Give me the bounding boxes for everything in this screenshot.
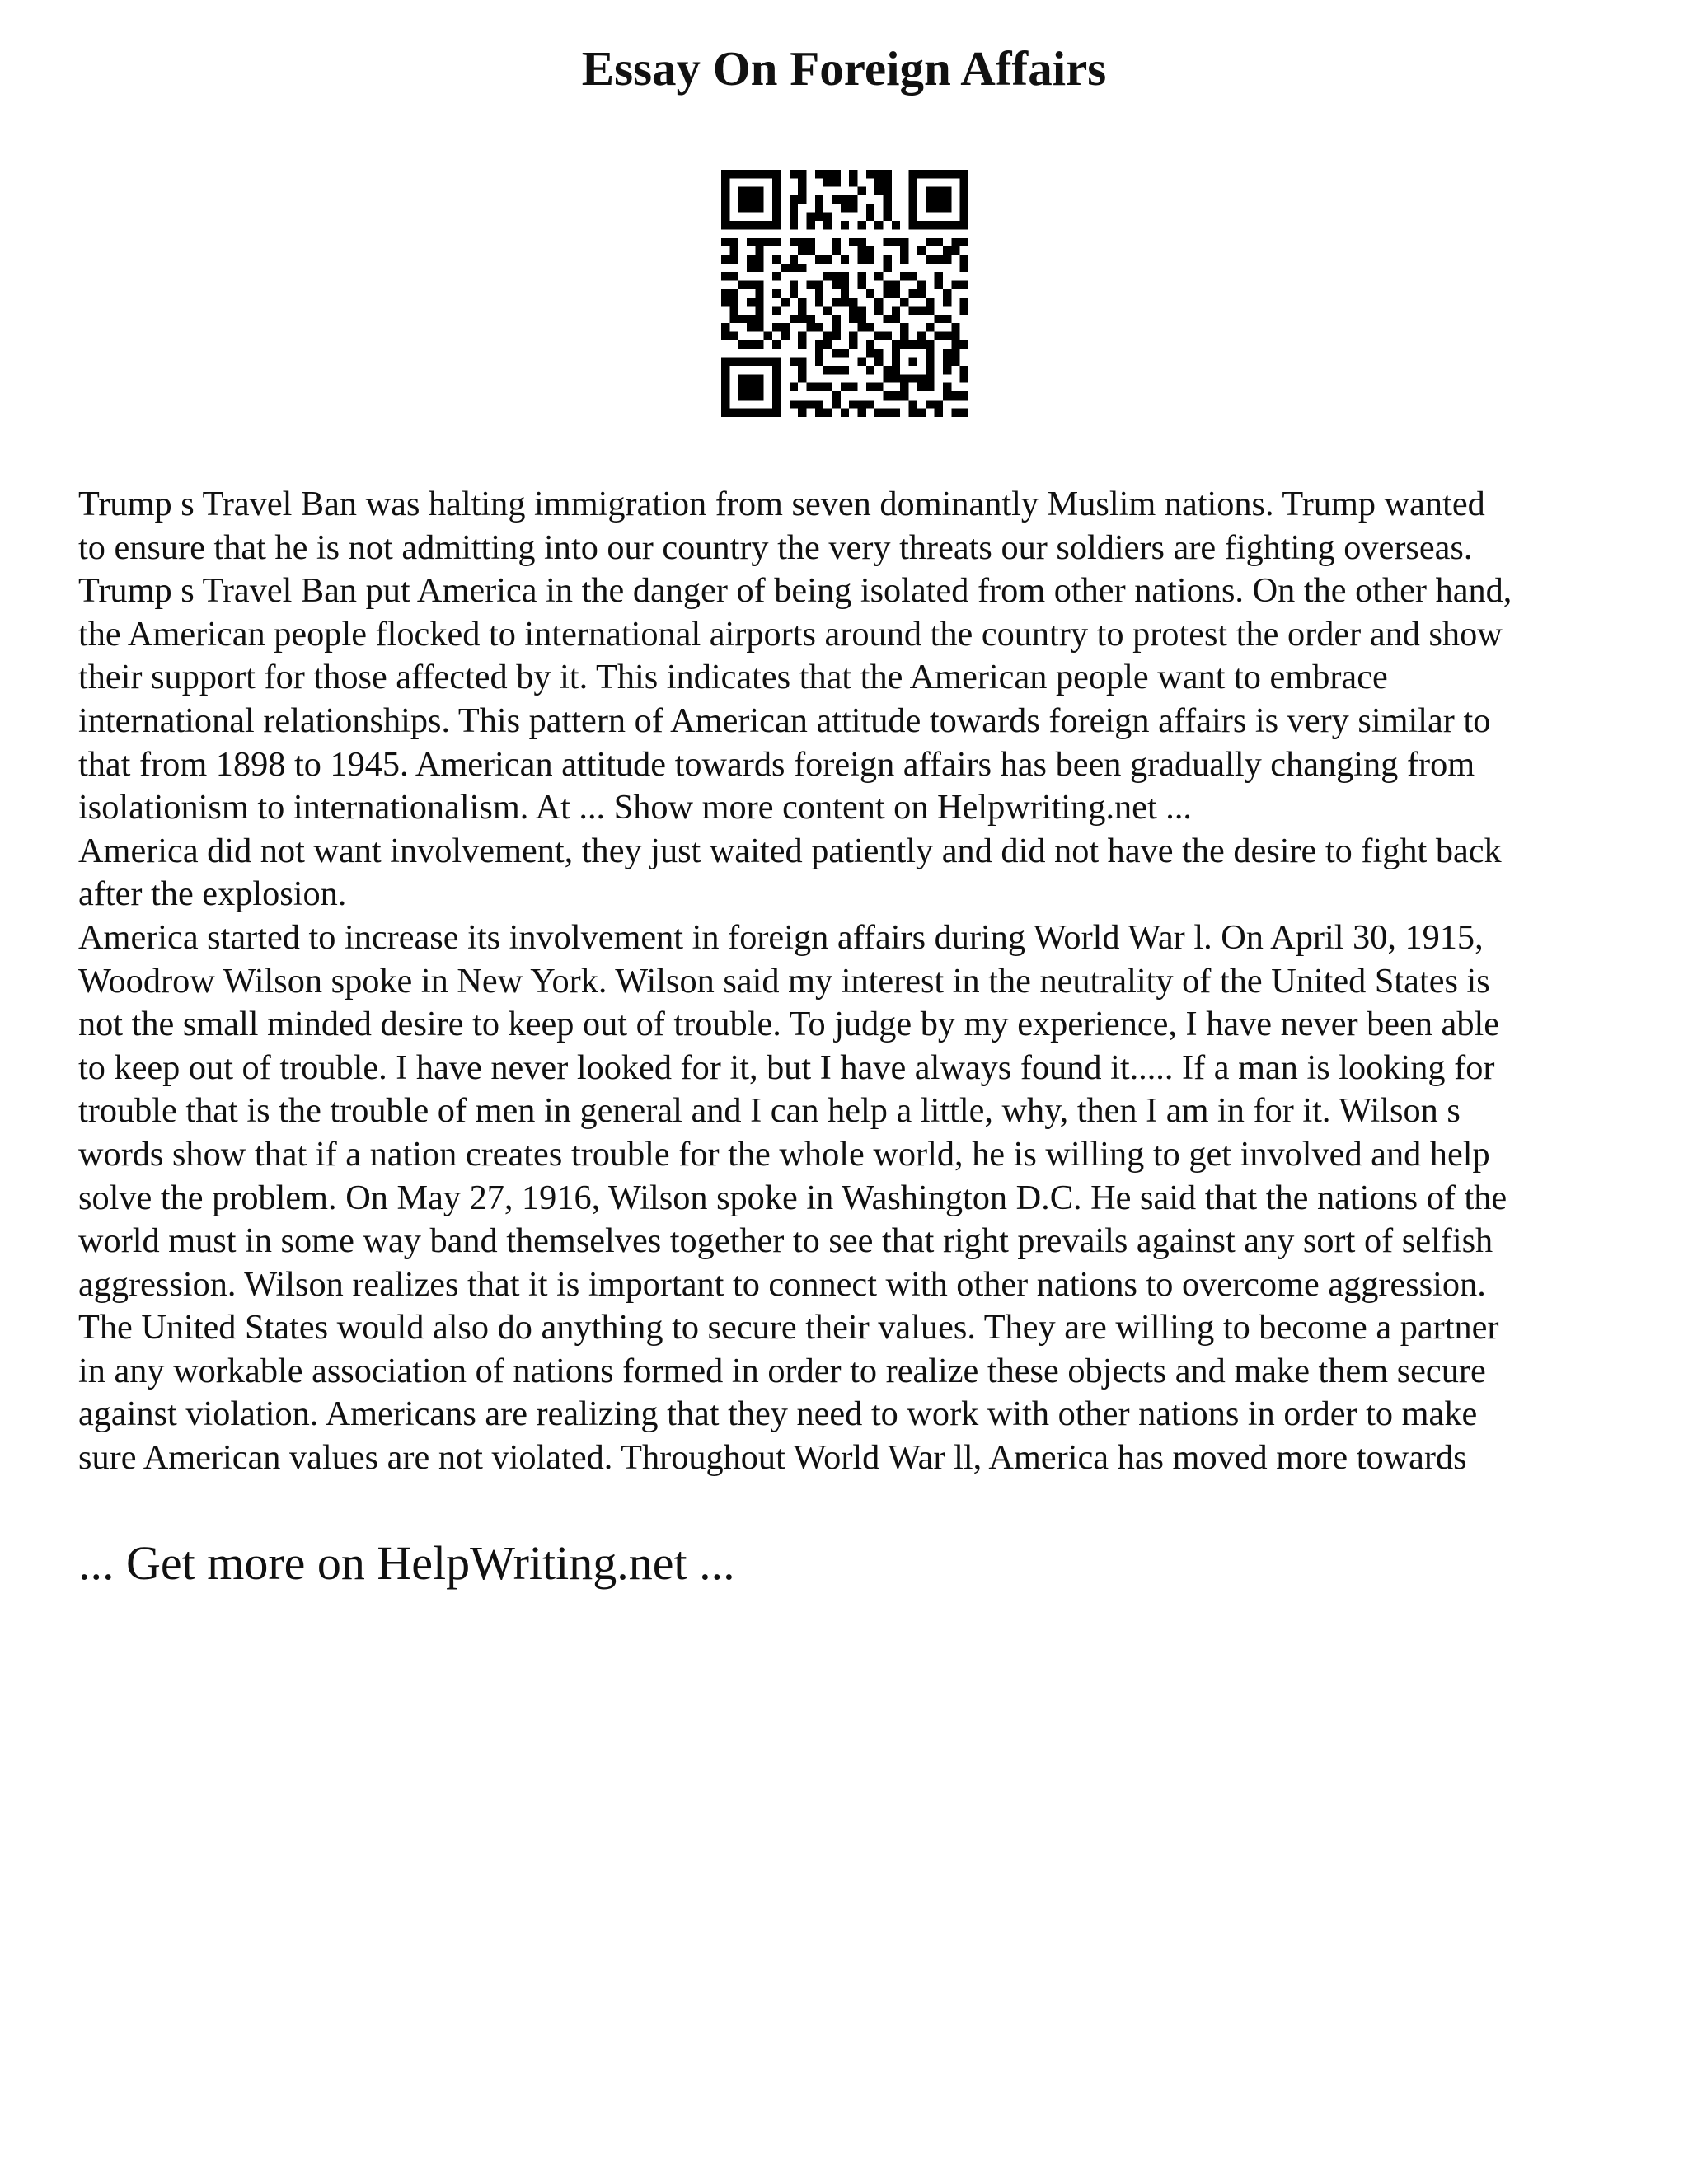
text-line: sure American values are not violated. Throughout World War ll, America has moved more towards: [78, 1438, 1467, 1478]
text-line: Trump s Travel Ban was halting immigration from seven dominantly Muslim nations. Trump wanted: [78, 485, 1485, 523]
text-line: America did not want involvement, they just waited patiently and did not have the desire to fight back: [78, 831, 1502, 870]
text-line: isolationism to internationalism. At ... Show more content on Helpwriting.net ...: [78, 788, 1193, 827]
text-line: aggression. Wilson realizes that it is important to connect with other nations to overcome aggression.: [78, 1264, 1486, 1304]
text-line: solve the problem. On May 27, 1916, Wilson spoke in Washington D.C. He said that the nations of the: [78, 1178, 1507, 1217]
text-line: after the explosion.: [78, 874, 347, 914]
text-line: The United States would also do anything to secure their values. They are willing to become a partner: [78, 1308, 1499, 1347]
text-line: their support for those affected by it. This indicates that the American people want to embrace: [78, 658, 1388, 697]
get-more-link[interactable]: ... Get more on HelpWriting.net ...: [78, 1536, 735, 1590]
text-line: to ensure that he is not admitting into our country the very threats our soldiers are fighting overseas.: [78, 527, 1473, 567]
text-line: international relationships. This pattern of American attitude towards foreign affairs is very similar to: [78, 701, 1491, 740]
text-line: Trump s Travel Ban put America in the danger of being isolated from other nations. On the other hand,: [78, 571, 1512, 611]
page-title: Essay On Foreign Affairs: [581, 41, 1107, 96]
text-line: words show that if a nation creates trouble for the whole world, he is willing to get involved and help: [78, 1134, 1490, 1174]
paragraph: [78, 830, 1628, 916]
text-line: world must in some way band themselves together to see that right prevails against any sort of selfish: [78, 1221, 1493, 1261]
text-line: in any workable association of nations formed in order to realize these objects and make them secure: [78, 1351, 1486, 1390]
text-line: that from 1898 to 1945. American attitude towards foreign affairs has been gradually changing from: [78, 744, 1475, 784]
essay-body: [78, 483, 1628, 1480]
text-line: against violation. Americans are realizing that they need to work with other nations in order to make: [78, 1394, 1478, 1434]
text-line: to keep out of trouble. I have never looked for it, but I have always found it..... If a man is looking for: [78, 1047, 1495, 1087]
text-line: trouble that is the trouble of men in general and I can help a little, why, then I am in for it. Wilson s: [78, 1091, 1461, 1131]
qr-code-icon: [721, 170, 968, 417]
text-line: Woodrow Wilson spoke in New York. Wilson said my interest in the neutrality of the United States is: [78, 961, 1490, 1001]
paragraph: [78, 916, 1628, 1480]
text-line: the American people flocked to international airports around the country to protest the order and show: [78, 614, 1503, 654]
text-line: not the small minded desire to keep out of trouble. To judge by my experience, I have never been able: [78, 1005, 1499, 1044]
text-line: America started to increase its involvement in foreign affairs during World War l. On April 30, 1915,: [78, 917, 1484, 957]
paragraph: [78, 483, 1628, 830]
